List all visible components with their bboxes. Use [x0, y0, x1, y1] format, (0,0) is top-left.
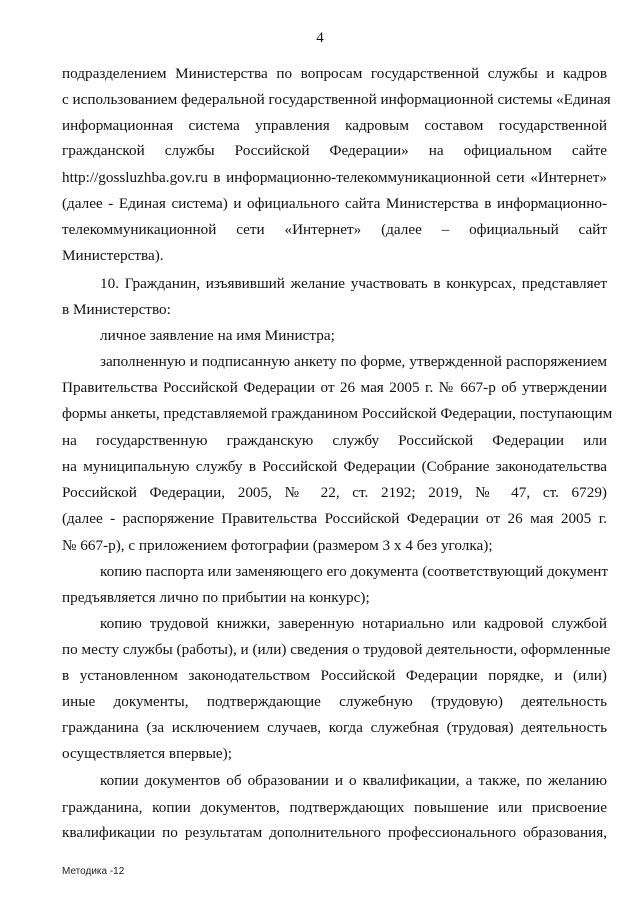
text-line: квалификации по результатам дополнительного профессионального образования, [62, 824, 607, 841]
text-line: осуществляется впервые); [62, 745, 232, 762]
text-line: иные документы, подтверждающие служебную (трудовую) деятельность [62, 693, 607, 710]
text-line: личное заявление на имя Министра; [100, 327, 335, 344]
page-number: 4 [316, 30, 324, 46]
footer-note: Методика -12 [62, 866, 125, 877]
text-line: № 667-р), с приложением фотографии (размером 3 х 4 без уголка); [62, 537, 493, 554]
text-line: копию трудовой книжки, заверенную нотариально или кадровой службой [100, 615, 607, 632]
text-line: с использованием федеральной государственной информационной системы «Единая [62, 91, 611, 108]
text-line: на государственную гражданскую службу Российской Федерации или [62, 432, 607, 449]
text-line: Министерства). [62, 247, 164, 264]
text-line: копии документов об образовании и о квалификации, а также, по желанию [100, 772, 607, 789]
text-line: (далее - распоряжение Правительства Российской Федерации от 26 мая 2005 г. [62, 510, 607, 527]
text-line: в Министерство: [62, 301, 171, 318]
text-line: копию паспорта или заменяющего его документа (соответствующий документ [100, 563, 609, 580]
text-line: в установленном законодательством Российской Федерации порядке, и (или) [62, 667, 607, 684]
text-line: (далее - Единая система) и официального сайта Министерства в информационно- [62, 195, 607, 212]
text-line: Правительства Российской Федерации от 26 мая 2005 г. № 667-р об утверждении [62, 379, 607, 396]
text-line: телекоммуникационной сети «Интернет» (далее – официальный сайт [62, 221, 607, 238]
text-line: заполненную и подписанную анкету по форме, утвержденной распоряжением [100, 353, 607, 370]
text-line: Российской Федерации, 2005, № 22, ст. 2192; 2019, № 47, ст. 6729) [62, 484, 607, 501]
text-line: информационная система управления кадровым составом государственной [62, 117, 607, 134]
text-line: гражданина (за исключением случаев, когда служебная (трудовая) деятельность [62, 719, 607, 736]
text-line: гражданина, копии документов, подтверждающих повышение или присвоение [62, 799, 607, 816]
text-line: формы анкеты, представляемой гражданином Российской Федерации, поступающим [62, 405, 613, 422]
text-line: http://gossluzhba.gov.ru в информационно-телекоммуникационной сети «Интернет» [62, 169, 607, 186]
text-line: 10. Гражданин, изъявивший желание участвовать в конкурсах, представляет [100, 275, 607, 292]
text-line: предъявляется лично по прибытии на конкурс); [62, 589, 370, 606]
text-line: подразделением Министерства по вопросам государственной службы и кадров [62, 65, 607, 82]
text-line: на муниципальную службу в Российской Федерации (Собрание законодательства [62, 458, 607, 475]
text-line: гражданской службы Российской Федерации» на официальном сайте [62, 142, 607, 159]
text-line: по месту службы (работы), и (или) сведения о трудовой деятельности, оформленные [62, 641, 611, 658]
